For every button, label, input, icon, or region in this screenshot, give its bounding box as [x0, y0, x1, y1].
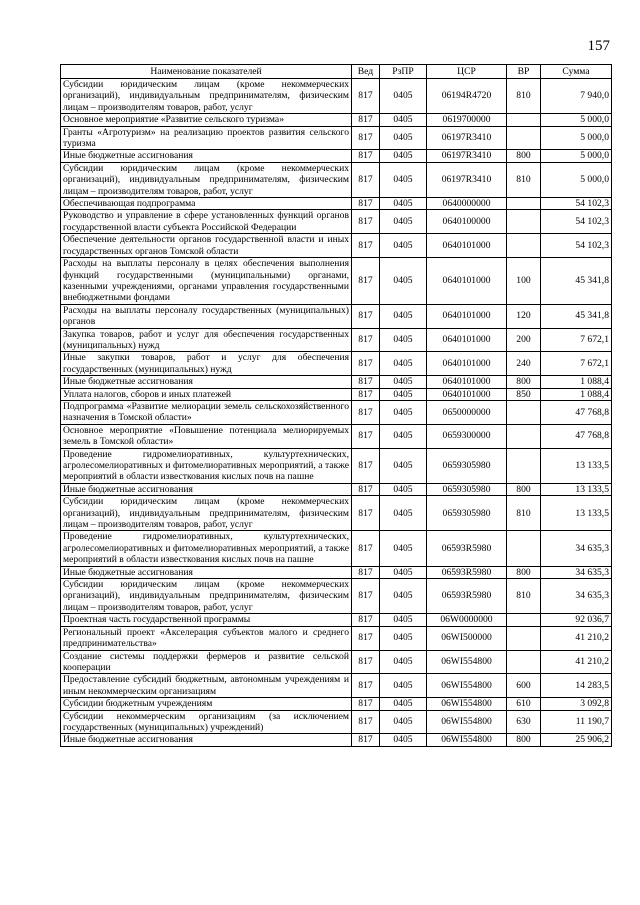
row-ved: 817	[352, 483, 380, 495]
row-ved: 817	[352, 79, 380, 114]
row-rzpr: 0405	[380, 650, 427, 674]
row-sum: 34 635,3	[541, 579, 612, 614]
row-sum: 34 635,3	[541, 566, 612, 578]
row-ved: 817	[352, 734, 380, 746]
row-csr: 0640100000	[427, 210, 507, 234]
column-header-ved: Вед	[352, 65, 380, 79]
row-vr: 810	[507, 162, 541, 197]
row-sum: 5 000,0	[541, 162, 612, 197]
table-row	[61, 424, 612, 448]
row-rzpr: 0405	[380, 614, 427, 626]
row-rzpr: 0405	[380, 448, 427, 483]
row-name: Расходы на выплаты персоналу в целях обеспечения выполнения функций государственными (муниципальными) органами, казенными учреждениями, органами управления государственными внебюджетными фондами	[61, 258, 352, 305]
row-csr: 0640101000	[427, 376, 507, 388]
row-vr	[507, 531, 541, 566]
row-csr: 0640101000	[427, 234, 507, 258]
row-name: Субсидии юридическим лицам (кроме некоммерческих организаций), индивидуальным предпринимателям, физическим лицам – производителям товаров, работ, услуг	[61, 162, 352, 197]
row-name: Субсидии бюджетным учреждениям	[61, 698, 352, 710]
row-rzpr: 0405	[380, 674, 427, 698]
row-ved: 817	[352, 650, 380, 674]
row-sum: 7 940,0	[541, 79, 612, 114]
table-row	[61, 352, 612, 376]
row-ved: 817	[352, 126, 380, 150]
row-sum: 92 036,7	[541, 614, 612, 626]
row-sum: 47 768,8	[541, 400, 612, 424]
row-name: Расходы на выплаты персоналу государственных (муниципальных) органов	[61, 304, 352, 328]
table-row	[61, 126, 612, 150]
table-row	[61, 483, 612, 495]
row-ved: 817	[352, 698, 380, 710]
row-name: Иные бюджетные ассигнования	[61, 483, 352, 495]
row-csr: 0640000000	[427, 198, 507, 210]
row-csr: 06194R4720	[427, 79, 507, 114]
table-header-row	[61, 65, 612, 79]
row-csr: 06WI554800	[427, 698, 507, 710]
row-csr: 0659300000	[427, 424, 507, 448]
table-row	[61, 304, 612, 328]
table-row	[61, 114, 612, 126]
row-csr: 0640101000	[427, 258, 507, 305]
row-vr: 610	[507, 698, 541, 710]
row-rzpr: 0405	[380, 579, 427, 614]
row-sum: 41 210,2	[541, 626, 612, 650]
row-name: Предоставление субсидий бюджетным, автономным учреждениям и иным некоммерческим организациям	[61, 674, 352, 698]
row-rzpr: 0405	[380, 328, 427, 352]
row-rzpr: 0405	[380, 531, 427, 566]
row-csr: 06WI500000	[427, 626, 507, 650]
page-number: 157	[587, 38, 610, 54]
row-name: Подпрограмма «Развитие мелиорации земель сельскохозяйственного назначения в Томской области»	[61, 400, 352, 424]
row-sum: 14 283,5	[541, 674, 612, 698]
row-name: Гранты «Агротуризм» на реализацию проектов развития сельского туризма	[61, 126, 352, 150]
row-name: Закупка товаров, работ и услуг для обеспечения государственных (муниципальных) нужд	[61, 328, 352, 352]
row-vr	[507, 448, 541, 483]
row-csr: 06197R3410	[427, 126, 507, 150]
row-csr: 06197R3410	[427, 162, 507, 197]
row-ved: 817	[352, 210, 380, 234]
row-sum: 13 133,5	[541, 448, 612, 483]
table-row	[61, 579, 612, 614]
table-row	[61, 388, 612, 400]
row-ved: 817	[352, 162, 380, 197]
row-name: Региональный проект «Акселерация субъектов малого и среднего предпринимательства»	[61, 626, 352, 650]
row-vr: 100	[507, 258, 541, 305]
table-row	[61, 650, 612, 674]
table-row	[61, 496, 612, 531]
row-sum: 7 672,1	[541, 352, 612, 376]
row-rzpr: 0405	[380, 114, 427, 126]
table-row	[61, 328, 612, 352]
row-vr	[507, 400, 541, 424]
row-rzpr: 0405	[380, 352, 427, 376]
row-ved: 817	[352, 626, 380, 650]
row-vr: 800	[507, 150, 541, 162]
row-vr: 800	[507, 376, 541, 388]
row-sum: 3 092,8	[541, 698, 612, 710]
row-ved: 817	[352, 304, 380, 328]
row-ved: 817	[352, 198, 380, 210]
row-sum: 5 000,0	[541, 150, 612, 162]
row-rzpr: 0405	[380, 150, 427, 162]
row-ved: 817	[352, 614, 380, 626]
row-vr: 800	[507, 483, 541, 495]
row-name: Субсидии некоммерческим организациям (за исключением государственных (муниципальных) учреждений)	[61, 710, 352, 734]
row-sum: 25 906,2	[541, 734, 612, 746]
table-row	[61, 150, 612, 162]
column-header-csr: ЦСР	[427, 65, 507, 79]
table-row	[61, 531, 612, 566]
row-name: Проведение гидромелиоративных, культуртехнических, агролесомелиоративных и фитомелиоративных мероприятий, а также мероприятий в области известкования кислых почв на пашне	[61, 448, 352, 483]
table-row	[61, 698, 612, 710]
row-ved: 817	[352, 376, 380, 388]
row-sum: 7 672,1	[541, 328, 612, 352]
table-row	[61, 400, 612, 424]
table-row	[61, 710, 612, 734]
row-rzpr: 0405	[380, 496, 427, 531]
row-csr: 06593R5980	[427, 531, 507, 566]
row-vr	[507, 198, 541, 210]
row-name: Иные бюджетные ассигнования	[61, 734, 352, 746]
row-ved: 817	[352, 424, 380, 448]
row-rzpr: 0405	[380, 566, 427, 578]
row-ved: 817	[352, 400, 380, 424]
row-csr: 0640101000	[427, 328, 507, 352]
row-name: Субсидии юридическим лицам (кроме некоммерческих организаций), индивидуальным предпринимателям, физическим лицам – производителям товаров, работ, услуг	[61, 496, 352, 531]
row-name: Руководство и управление в сфере установленных функций органов государственной власти субъекта Российской Федерации	[61, 210, 352, 234]
row-name: Иные бюджетные ассигнования	[61, 150, 352, 162]
row-rzpr: 0405	[380, 234, 427, 258]
table-row	[61, 674, 612, 698]
row-ved: 817	[352, 352, 380, 376]
table-row	[61, 376, 612, 388]
row-rzpr: 0405	[380, 388, 427, 400]
row-rzpr: 0405	[380, 198, 427, 210]
row-rzpr: 0405	[380, 710, 427, 734]
row-csr: 06WI554800	[427, 734, 507, 746]
row-ved: 817	[352, 448, 380, 483]
row-name: Создание системы поддержки фермеров и развитие сельской кооперации	[61, 650, 352, 674]
row-vr: 200	[507, 328, 541, 352]
table-row	[61, 258, 612, 305]
row-sum: 1 088,4	[541, 388, 612, 400]
row-vr	[507, 424, 541, 448]
table-row	[61, 210, 612, 234]
column-header-rzpr: РзПР	[380, 65, 427, 79]
row-name: Иные закупки товаров, работ и услуг для обеспечения государственных (муниципальных) нужд	[61, 352, 352, 376]
row-sum: 1 088,4	[541, 376, 612, 388]
row-rzpr: 0405	[380, 126, 427, 150]
row-ved: 817	[352, 114, 380, 126]
row-csr: 06197R3410	[427, 150, 507, 162]
row-rzpr: 0405	[380, 698, 427, 710]
row-csr: 0640101000	[427, 304, 507, 328]
row-sum: 45 341,8	[541, 304, 612, 328]
row-vr: 850	[507, 388, 541, 400]
table-row	[61, 79, 612, 114]
row-vr: 800	[507, 566, 541, 578]
table-row	[61, 614, 612, 626]
row-vr	[507, 614, 541, 626]
column-header-sum: Сумма	[541, 65, 612, 79]
row-sum: 13 133,5	[541, 496, 612, 531]
row-csr: 06WI554800	[427, 650, 507, 674]
row-rzpr: 0405	[380, 424, 427, 448]
row-name: Субсидии юридическим лицам (кроме некоммерческих организаций), индивидуальным предпринимателям, физическим лицам – производителям товаров, работ, услуг	[61, 579, 352, 614]
row-vr	[507, 234, 541, 258]
row-name: Иные бюджетные ассигнования	[61, 566, 352, 578]
row-vr: 120	[507, 304, 541, 328]
row-name: Обеспечивающая подпрограмма	[61, 198, 352, 210]
row-ved: 817	[352, 710, 380, 734]
row-vr: 600	[507, 674, 541, 698]
row-vr: 240	[507, 352, 541, 376]
row-ved: 817	[352, 234, 380, 258]
row-vr: 810	[507, 79, 541, 114]
row-csr: 0650000000	[427, 400, 507, 424]
row-csr: 06WI554800	[427, 710, 507, 734]
row-rzpr: 0405	[380, 400, 427, 424]
row-csr: 0659305980	[427, 483, 507, 495]
row-vr: 810	[507, 496, 541, 531]
row-ved: 817	[352, 388, 380, 400]
row-sum: 41 210,2	[541, 650, 612, 674]
row-name: Основное мероприятие «Повышение потенциала мелиорируемых земель в Томской области»	[61, 424, 352, 448]
row-vr	[507, 114, 541, 126]
row-csr: 0659305980	[427, 496, 507, 531]
table-row	[61, 162, 612, 197]
row-csr: 06W0000000	[427, 614, 507, 626]
table-row	[61, 566, 612, 578]
table-row	[61, 448, 612, 483]
row-name: Проведение гидромелиоративных, культуртехнических, агролесомелиоративных и фитомелиоративных мероприятий, а также мероприятий в области известкования кислых почв на пашне	[61, 531, 352, 566]
row-ved: 817	[352, 674, 380, 698]
row-csr: 0619700000	[427, 114, 507, 126]
row-vr	[507, 626, 541, 650]
table-row	[61, 626, 612, 650]
row-name: Субсидии юридическим лицам (кроме некоммерческих организаций), индивидуальным предпринимателям, физическим лицам – производителям товаров, работ, услуг	[61, 79, 352, 114]
row-rzpr: 0405	[380, 304, 427, 328]
row-vr	[507, 126, 541, 150]
row-name: Иные бюджетные ассигнования	[61, 376, 352, 388]
table-row	[61, 234, 612, 258]
row-name: Проектная часть государственной программы	[61, 614, 352, 626]
row-ved: 817	[352, 258, 380, 305]
row-rzpr: 0405	[380, 483, 427, 495]
row-ved: 817	[352, 579, 380, 614]
row-vr	[507, 650, 541, 674]
row-name: Обеспечение деятельности органов государственной власти и иных государственных органов Томской области	[61, 234, 352, 258]
row-rzpr: 0405	[380, 734, 427, 746]
row-csr: 0640101000	[427, 352, 507, 376]
row-vr: 800	[507, 734, 541, 746]
row-sum: 54 102,3	[541, 234, 612, 258]
row-vr	[507, 210, 541, 234]
row-sum: 5 000,0	[541, 126, 612, 150]
row-ved: 817	[352, 328, 380, 352]
row-rzpr: 0405	[380, 162, 427, 197]
row-sum: 45 341,8	[541, 258, 612, 305]
row-name: Основное мероприятие «Развитие сельского туризма»	[61, 114, 352, 126]
row-sum: 54 102,3	[541, 198, 612, 210]
row-rzpr: 0405	[380, 258, 427, 305]
row-rzpr: 0405	[380, 210, 427, 234]
row-ved: 817	[352, 496, 380, 531]
row-ved: 817	[352, 531, 380, 566]
row-ved: 817	[352, 566, 380, 578]
table-row	[61, 734, 612, 746]
row-vr: 810	[507, 579, 541, 614]
table-row	[61, 198, 612, 210]
row-rzpr: 0405	[380, 626, 427, 650]
row-vr: 630	[507, 710, 541, 734]
row-name: Уплата налогов, сборов и иных платежей	[61, 388, 352, 400]
row-sum: 11 190,7	[541, 710, 612, 734]
row-sum: 34 635,3	[541, 531, 612, 566]
row-csr: 0640101000	[427, 388, 507, 400]
column-header-name: Наименование показателей	[61, 65, 352, 79]
row-ved: 817	[352, 150, 380, 162]
row-csr: 06593R5980	[427, 579, 507, 614]
column-header-vr: ВР	[507, 65, 541, 79]
row-sum: 47 768,8	[541, 424, 612, 448]
row-sum: 13 133,5	[541, 483, 612, 495]
row-csr: 06WI554800	[427, 674, 507, 698]
budget-table	[60, 64, 612, 747]
table-body	[61, 79, 612, 747]
row-sum: 54 102,3	[541, 210, 612, 234]
row-csr: 0659305980	[427, 448, 507, 483]
row-csr: 06593R5980	[427, 566, 507, 578]
row-rzpr: 0405	[380, 79, 427, 114]
row-sum: 5 000,0	[541, 114, 612, 126]
row-rzpr: 0405	[380, 376, 427, 388]
